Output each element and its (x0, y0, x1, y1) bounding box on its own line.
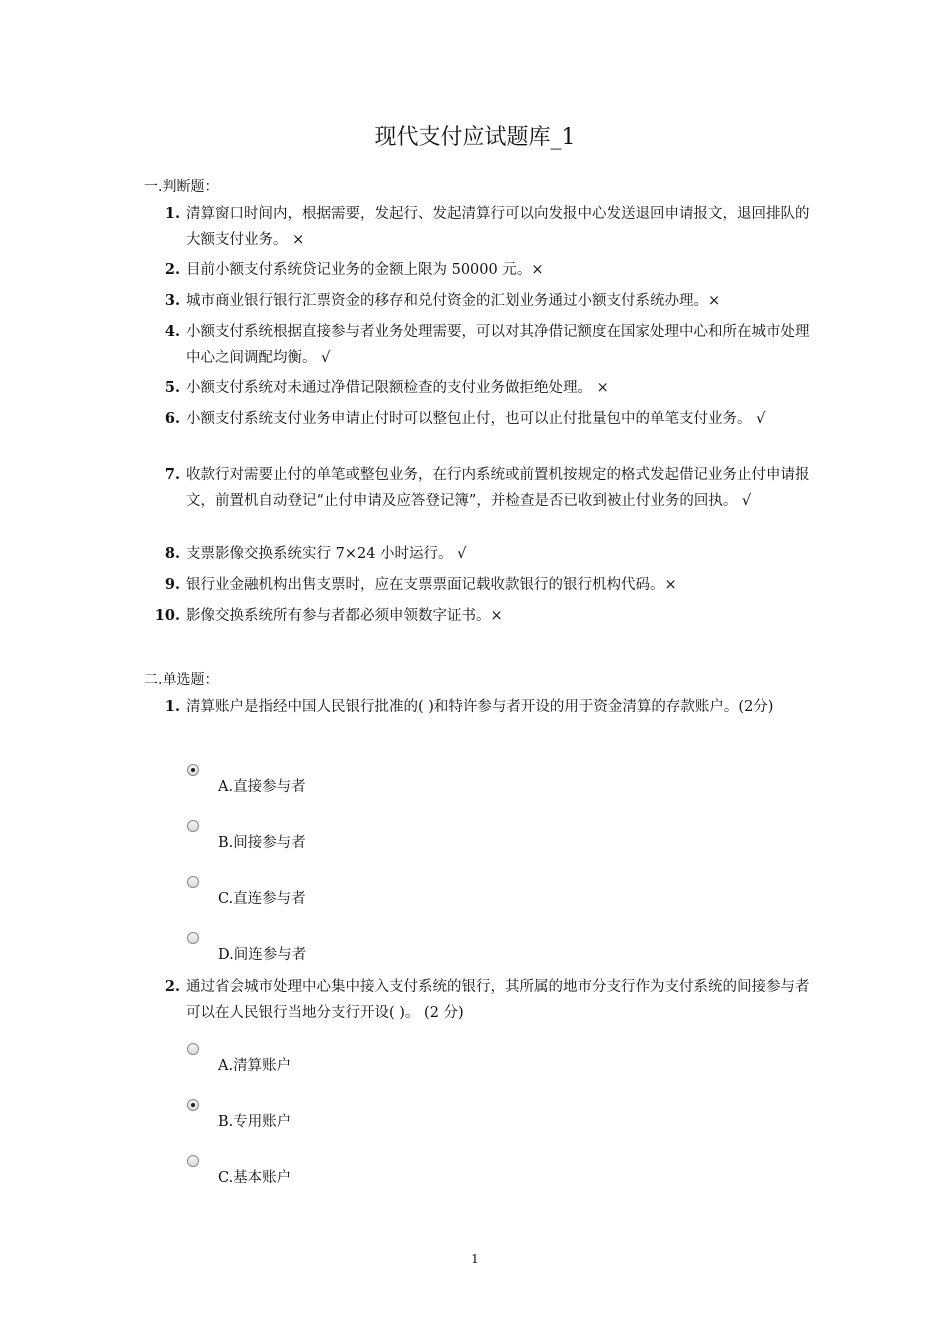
question-text: 小额支付系统支付业务申请止付时可以整包止付，也可以止付批量包中的单笔支付业务。 √ (186, 411, 766, 427)
section-heading-true-false: 一.判断题： (144, 179, 219, 195)
question-text: 影像交换系统所有参与者都必须申领数字证书。× (186, 608, 503, 624)
tf-question (150, 257, 810, 283)
question-number: 2. (164, 261, 180, 278)
mc-question (150, 694, 810, 720)
question-text: 小额支付系统对未通过净借记限额检查的支付业务做拒绝处理。 × (186, 380, 609, 396)
question-number: 7. (164, 466, 180, 483)
question-number: 3. (164, 292, 180, 309)
radio-selected-dot (191, 768, 195, 772)
section-heading-single-choice: 二.单选题： (144, 672, 219, 688)
question-number: 10. (154, 607, 180, 624)
radio-selected-dot (191, 1103, 195, 1107)
page-number: 1 (471, 1252, 479, 1266)
option-label: B.专用账户 (218, 1114, 292, 1130)
tf-question (150, 406, 810, 432)
question-text: 清算窗口时间内，根据需要，发起行、发起清算行可以向发报中心发送退回申请报文，退回排队的大额支付业务。 × (186, 206, 810, 248)
radio-option-d[interactable] (187, 932, 199, 944)
tf-question (150, 603, 810, 629)
question-number: 4. (164, 323, 180, 340)
question-text: 目前小额支付系统贷记业务的金额上限为 50000 元。× (186, 262, 544, 278)
option-label: B.间接参与者 (218, 835, 306, 851)
question-number: 8. (164, 545, 180, 562)
question-text: 通过省会城市处理中心集中接入支付系统的银行，其所属的地市分支行作为支付系统的间接参与者可以在人民银行当地分支行开设( )。 (2 分) (186, 979, 810, 1021)
tf-question (150, 201, 810, 253)
question-text: 银行业金融机构出售支票时，应在支票票面记载收款银行的银行机构代码。× (186, 577, 677, 593)
radio-option-b[interactable] (187, 820, 199, 832)
mc-question (150, 974, 810, 1026)
tf-question (150, 288, 810, 314)
option-label: A.清算账户 (218, 1058, 292, 1074)
radio-option-c[interactable] (187, 1155, 199, 1167)
radio-option-b[interactable] (187, 1099, 199, 1111)
radio-option-a[interactable] (187, 1043, 199, 1055)
question-text: 支票影像交换系统实行 7×24 小时运行。 √ (186, 546, 467, 562)
question-text: 城市商业银行银行汇票资金的移存和兑付资金的汇划业务通过小额支付系统办理。× (186, 293, 721, 309)
tf-question (150, 572, 810, 598)
option-label: A.直接参与者 (218, 779, 306, 795)
option-label: D.间连参与者 (218, 947, 307, 963)
question-number: 1. (164, 205, 180, 222)
tf-question (150, 541, 810, 567)
question-number: 5. (164, 379, 180, 396)
question-number: 1. (164, 698, 180, 715)
question-text: 小额支付系统根据直接参与者业务处理需要，可以对其净借记额度在国家处理中心和所在城市处理中心之间调配均衡。 √ (186, 324, 810, 366)
question-number: 6. (164, 410, 180, 427)
radio-option-c[interactable] (187, 876, 199, 888)
page-title: 现代支付应试题库_1 (374, 125, 576, 150)
radio-option-a[interactable] (187, 764, 199, 776)
option-label: C.直连参与者 (218, 891, 306, 907)
tf-question (150, 319, 810, 371)
question-text: 收款行对需要止付的单笔或整包业务，在行内系统或前置机按规定的格式发起借记业务止付申请报文，前置机自动登记“止付申请及应答登记簿”，并检查是否已收到被止付业务的回执。 √ (186, 467, 810, 509)
tf-question (150, 375, 810, 401)
question-number: 2. (164, 978, 180, 995)
question-text: 清算账户是指经中国人民银行批准的( )和特许参与者开设的用于资金清算的存款账户。(2分) (186, 699, 774, 715)
option-label: C.基本账户 (218, 1170, 292, 1186)
question-number: 9. (164, 576, 180, 593)
tf-question (150, 462, 810, 514)
